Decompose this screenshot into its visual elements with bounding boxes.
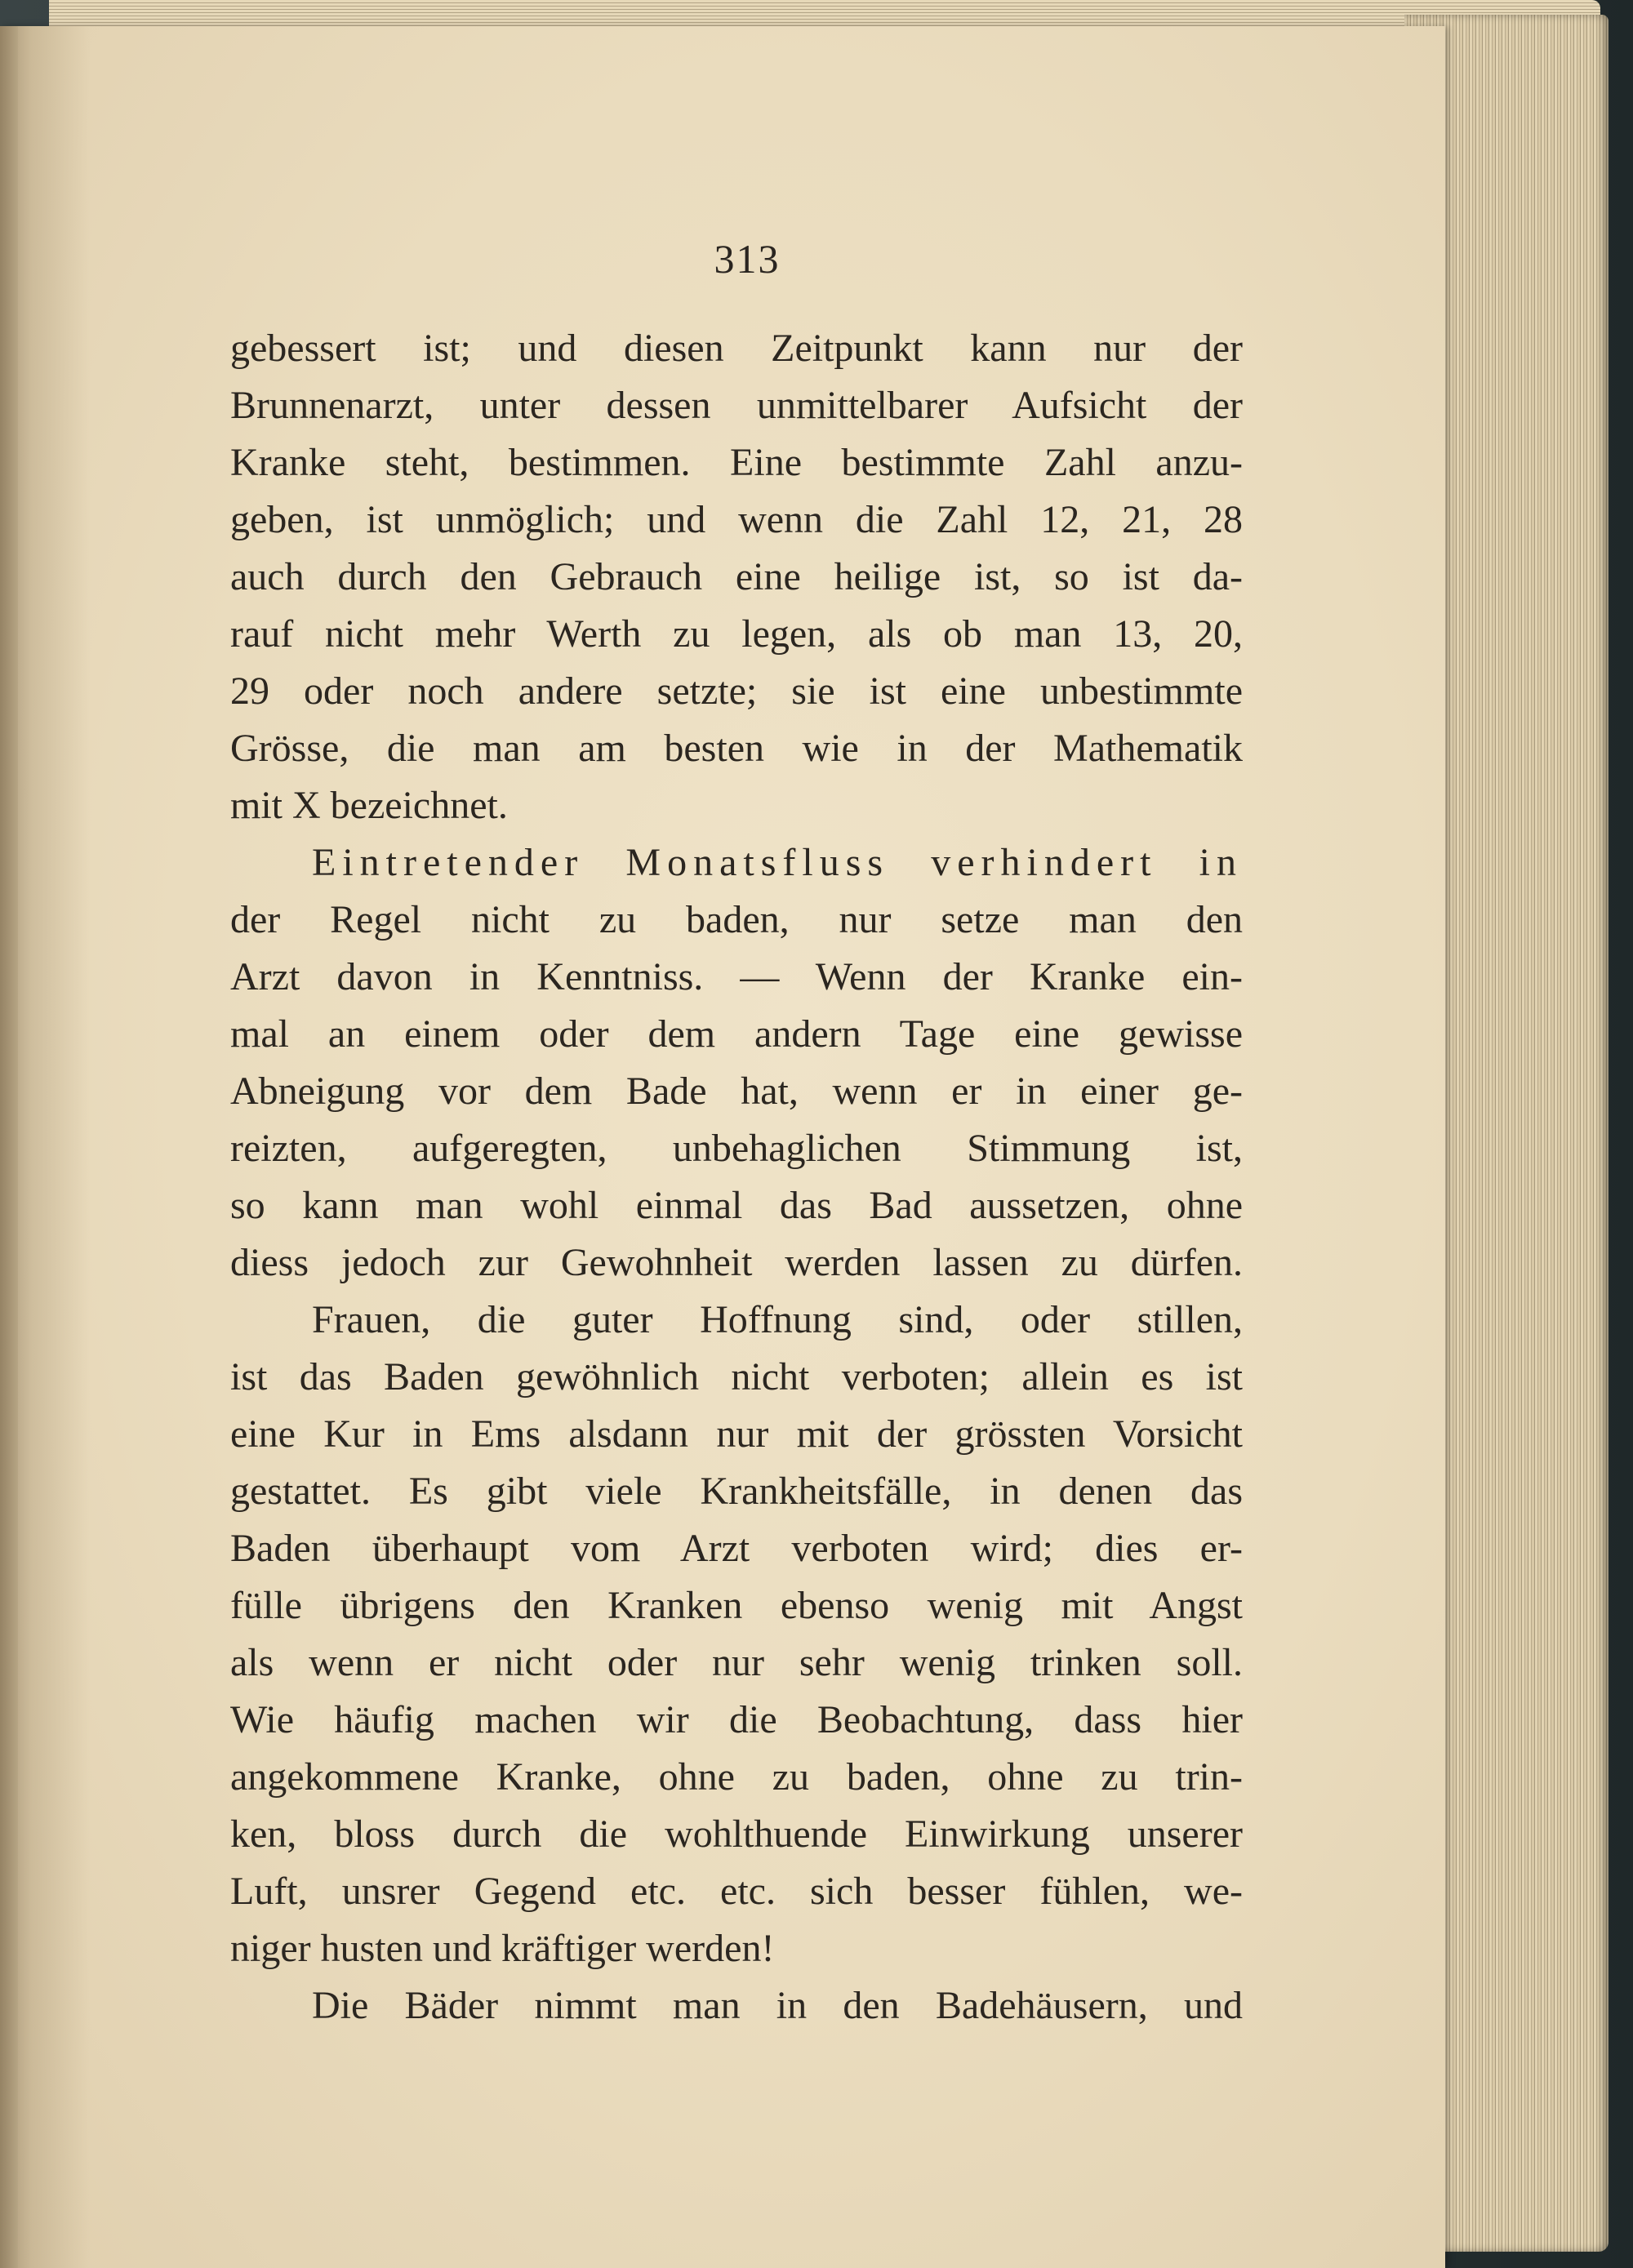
- text-line: reizten, aufgeregten, unbehaglichen Stimmung ist,: [230, 1127, 1243, 1170]
- text-line: fülle übrigens den Kranken ebenso wenig mit Angst: [230, 1584, 1243, 1627]
- text-line: geben, ist unmöglich; und wenn die Zahl 12, 21, 28: [230, 498, 1243, 541]
- text-line: Frauen, die guter Hoffnung sind, oder stillen,: [312, 1298, 1243, 1341]
- text-line: auch durch den Gebrauch eine heilige ist, so ist da-: [230, 555, 1243, 598]
- text-line: Arzt davon in Kenntniss. — Wenn der Kranke ein-: [230, 955, 1243, 998]
- text-line: niger husten und kräftiger werden!: [230, 1927, 775, 1970]
- page-gutter-shadow: [0, 26, 90, 2268]
- text-line: ist das Baden gewöhnlich nicht verboten; allein es ist: [230, 1355, 1243, 1399]
- text-line: Abneigung vor dem Bade hat, wenn er in einer ge-: [230, 1070, 1243, 1113]
- text-line: Kranke steht, bestimmen. Eine bestimmte Zahl anzu-: [230, 441, 1243, 484]
- text-line: Brunnenarzt, unter dessen unmittelbarer Aufsicht der: [230, 384, 1243, 427]
- text-line: 29 oder noch andere setzte; sie ist eine unbestimmte: [230, 669, 1243, 713]
- text-line: ken, bloss durch die wohlthuende Einwirkung unserer: [230, 1812, 1243, 1856]
- text-line: Wie häufig machen wir die Beobachtung, dass hier: [230, 1698, 1243, 1741]
- text-line: diess jedoch zur Gewohnheit werden lassen zu dürfen.: [230, 1241, 1243, 1284]
- text-line: eine Kur in Ems alsdann nur mit der grössten Vorsicht: [230, 1412, 1243, 1456]
- text-line: als wenn er nicht oder nur sehr wenig trinken soll.: [230, 1641, 1243, 1684]
- text-line: Die Bäder nimmt man in den Badehäusern, und: [312, 1984, 1243, 2027]
- text-line: angekommene Kranke, ohne zu baden, ohne zu trin-: [230, 1755, 1243, 1799]
- text-line: rauf nicht mehr Werth zu legen, als ob man 13, 20,: [230, 612, 1243, 656]
- text-line: gebessert ist; und diesen Zeitpunkt kann nur der: [230, 327, 1243, 370]
- text-line: Grösse, die man am besten wie in der Mathematik: [230, 727, 1243, 770]
- text-line: Eintretender Monatsfluss verhindert in: [312, 841, 1243, 884]
- body-text: [230, 320, 1243, 2035]
- text-line: der Regel nicht zu baden, nur setze man den: [230, 898, 1243, 941]
- text-line: Luft, unsrer Gegend etc. etc. sich besser fühlen, we-: [230, 1870, 1243, 1913]
- text-line: Baden überhaupt vom Arzt verboten wird; dies er-: [230, 1527, 1243, 1570]
- page-number: 313: [714, 236, 781, 282]
- text-line: so kann man wohl einmal das Bad aussetzen, ohne: [230, 1184, 1243, 1227]
- text-line: mal an einem oder dem andern Tage eine gewisse: [230, 1012, 1243, 1056]
- text-line: mit X bezeichnet.: [230, 784, 508, 827]
- text-line: gestattet. Es gibt viele Krankheitsfälle, in denen das: [230, 1470, 1243, 1513]
